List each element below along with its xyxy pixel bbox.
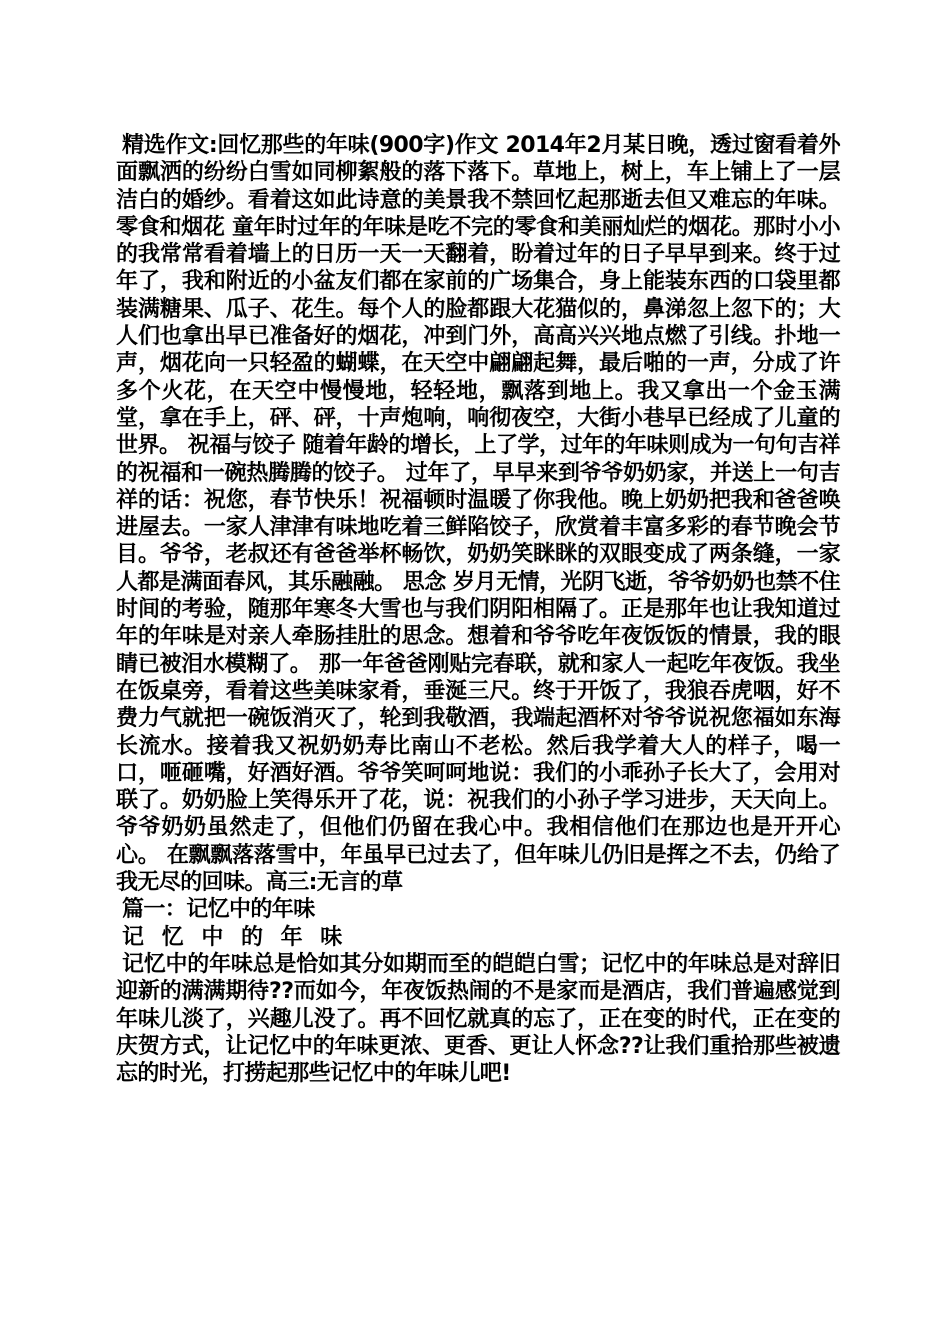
document-content: [116, 132, 840, 1087]
document-title: 记 忆 中 的 年 味: [122, 924, 348, 950]
final-paragraph: 记忆中的年味总是恰如其分如期而至的皑皑白雪；记忆中的年味总是对辞旧迎新的满满期待??而如今，年夜饭热闹的不是家而是酒店，我们普遍感觉到年味儿淡了，兴趣儿没了。再不回忆就真的忘了，正在变的时代，正在变的庆贺方式，让记忆中的年味更浓、更香、更让人怀念??让我们重拾那些被遗忘的时光，打捞起那些记忆中的年味儿吧!: [116, 951, 840, 1087]
essay-paragraph: 精选作文:回忆那些的年味(900字)作文 2014年2月某日晚，透过窗看着外面飘洒的纷纷白雪如同柳絮般的落下落下。草地上，树上，车上铺上了一层洁白的婚纱。看着这如此诗意的美景我不禁回忆起那逝去但又难忘的年味。 零食和烟花 童年时过年的年味是吃不完的零食和美丽灿烂的烟花。那时小小的我常常看着墙上的日历一天一天翻着，盼着过年的日子早早到来。终于过年了，我和附近的小盆友们都在家前的广场集合，身上能装东西的口袋里都装满糖果、瓜子、花生。每个人的脸都跟大花猫似的，鼻涕忽上忽下的；大人们也拿出早已准备好的烟花，冲到门外，高高兴兴地点燃了引线。扑地一声，烟花向一只轻盈的蝴蝶，在天空中翩翩起舞，最后啪的一声，分成了许多个火花，在天空中慢慢地，轻轻地，飘落到地上。我又拿出一个金玉满堂，拿在手上，砰、砰，十声炮响，响彻夜空，大街小巷早已经成了儿童的世界。 祝福与饺子 随着年龄的增长，上了学，过年的年味则成为一句句吉祥的祝福和一碗热腾腾的饺子。 过年了，早早来到爷爷奶奶家，并送上一句吉祥的话：祝您，春节快乐！祝福顿时温暖了你我他。晚上奶奶把我和爸爸唤进屋去。一家人津津有味地吃着三鲜陷饺子，欣赏着丰富多彩的春节晚会节目。爷爷，老叔还有爸爸举杯畅饮，奶奶笑眯眯的双眼变成了两条缝，一家人都是满面春风，其乐融融。 思念 岁月无情，光阴飞逝，爷爷奶奶也禁不住时间的考验，随那年寒冬大雪也与我们阴阳相隔了。正是那年也让我知道过年的年味是对亲人牵肠挂肚的思念。想着和爷爷吃年夜饭饭的情景，我的眼睛已被泪水模糊了。 那一年爸爸刚贴完春联，就和家人一起吃年夜饭。我坐在饭桌旁，看着这些美味家肴，垂涎三尺。终于开饭了，我狼吞虎咽，好不费力气就把一碗饭消灭了，轮到我敬酒，我端起酒杯对爷爷说祝您福如东海长流水。接着我又祝奶奶寿比南山不老松。然后我学着大人的样子，喝一口，咂砸嘴，好酒好酒。爷爷笑呵呵地说：我们的小乖孙子长大了，会用对联了。奶奶脸上笑得乐开了花，说：祝我们的小孙子学习进步，天天向上。爷爷奶奶虽然走了，但他们仍留在我心中。我相信他们在那边也是开开心心。 在飘飘落落雪中，年虽早已过去了，但年味儿仍旧是挥之不去，仍给了我无尽的回味。高三:无言的草: [116, 133, 840, 896]
section-heading: 篇一：记忆中的年味: [122, 897, 315, 923]
